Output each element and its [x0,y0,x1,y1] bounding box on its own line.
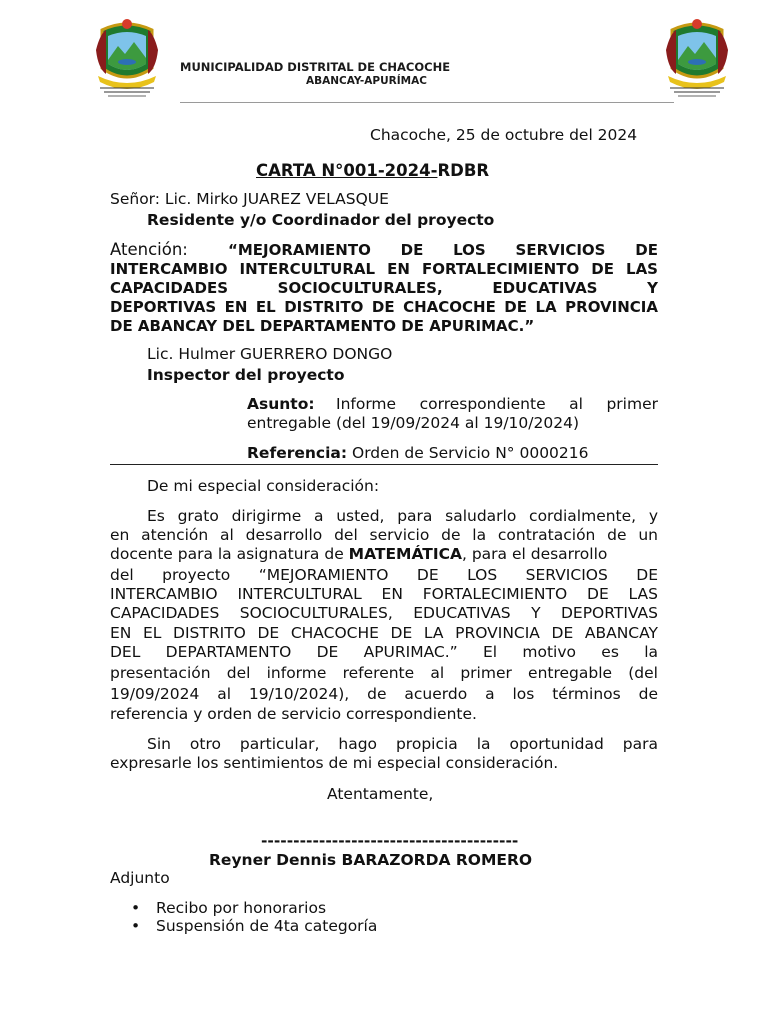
closing-line: expresarle los sentimientos de mi especial consideración. [110,754,559,772]
subject-label: Asunto: [247,395,315,413]
body-line [110,545,607,564]
subject-line: entregable (del 19/09/2024 al 19/10/2024) [247,414,579,432]
attachment-item: Recibo por honorarios [156,899,327,917]
body-line: referencia y orden de servicio correspondiente. [110,705,477,723]
bullet-icon: • [131,899,141,917]
addressee-role: Residente y/o Coordinador del proyecto [147,211,495,229]
closing-line: Sin otro particular, hago propicia la oportunidad para [147,735,658,753]
body-line: presentación del informe referente al primer entregable (del [110,664,658,682]
sign-off: Atentamente, [327,785,434,803]
letter-date: Chacoche, 25 de octubre del 2024 [370,126,638,144]
subject-line: Informe correspondiente al primer [336,395,658,413]
attention-label: Atención: [110,240,188,259]
body-text: , para el desarrollo [461,545,608,563]
letter-title-number: CARTA N°001-2024- [256,161,438,180]
body-line: del proyecto “MEJORAMIENTO DE LOS SERVICIOS DE [110,566,658,584]
crest-emblem-icon [94,16,160,100]
municipality-name: MUNICIPALIDAD DISTRITAL DE CHACOCHE [180,60,451,74]
attention-line: CAPACIDADES SOCIOCULTURALES, EDUCATIVAS Y [110,279,658,297]
body-line: INTERCAMBIO INTERCULTURAL EN FORTALECIMIENTO DE LAS [110,585,658,603]
attachment-item: Suspensión de 4ta categoría [156,917,378,935]
reference-value: Orden de Servicio N° 0000216 [352,444,589,462]
attachments-label: Adjunto [110,869,170,887]
body-line: en atención al desarrollo del servicio de la contratación de un [110,526,658,544]
signature-line: ---------------------------------------- [261,832,519,850]
subject-matematica: MATEMÁTICA [348,545,462,563]
body-line: DEL DEPARTAMENTO DE APURIMAC.” El motivo es la [110,643,658,661]
body-text: docente para la asignatura de [110,545,349,563]
greeting: De mi especial consideración: [147,477,380,495]
attention-line: DEPORTIVAS EN EL DISTRITO DE CHACOCHE DE LA PROVINCIA [110,298,658,316]
reference-label: Referencia: [247,444,348,462]
signer-name: Reyner Dennis BARAZORDA ROMERO [209,851,533,869]
body-line: CAPACIDADES SOCIOCULTURALES, EDUCATIVAS Y DEPORTIVAS [110,604,658,622]
attention-line: DE ABANCAY DEL DEPARTAMENTO DE APURIMAC.” [110,317,535,335]
inspector-name: Lic. Hulmer GUERRERO DONGO [147,345,393,363]
municipal-crest-right [664,16,730,100]
bullet-icon: • [131,917,141,935]
inspector-role: Inspector del proyecto [147,366,345,384]
attention-line: INTERCAMBIO INTERCULTURAL EN FORTALECIMIENTO DE LAS [110,260,658,278]
body-line: 19/09/2024 al 19/10/2024), de acuerdo a los términos de [110,685,658,703]
crest-emblem-icon [664,16,730,100]
municipality-location: ABANCAY-APURÍMAC [306,75,427,87]
reference-divider [110,464,658,465]
header-divider [180,102,674,103]
letter-title-suffix: RDBR [437,161,490,180]
letter-title [256,161,489,180]
reference [247,444,589,463]
attention-line: “MEJORAMIENTO DE LOS SERVICIOS DE [228,241,658,259]
addressee-line: Señor: Lic. Mirko JUAREZ VELASQUE [110,190,389,208]
body-line: EN EL DISTRITO DE CHACOCHE DE LA PROVINCIA DE ABANCAY [110,624,658,642]
body-line: Es grato dirigirme a usted, para saludarlo cordialmente, y [147,507,658,525]
municipal-crest-left [94,16,160,100]
